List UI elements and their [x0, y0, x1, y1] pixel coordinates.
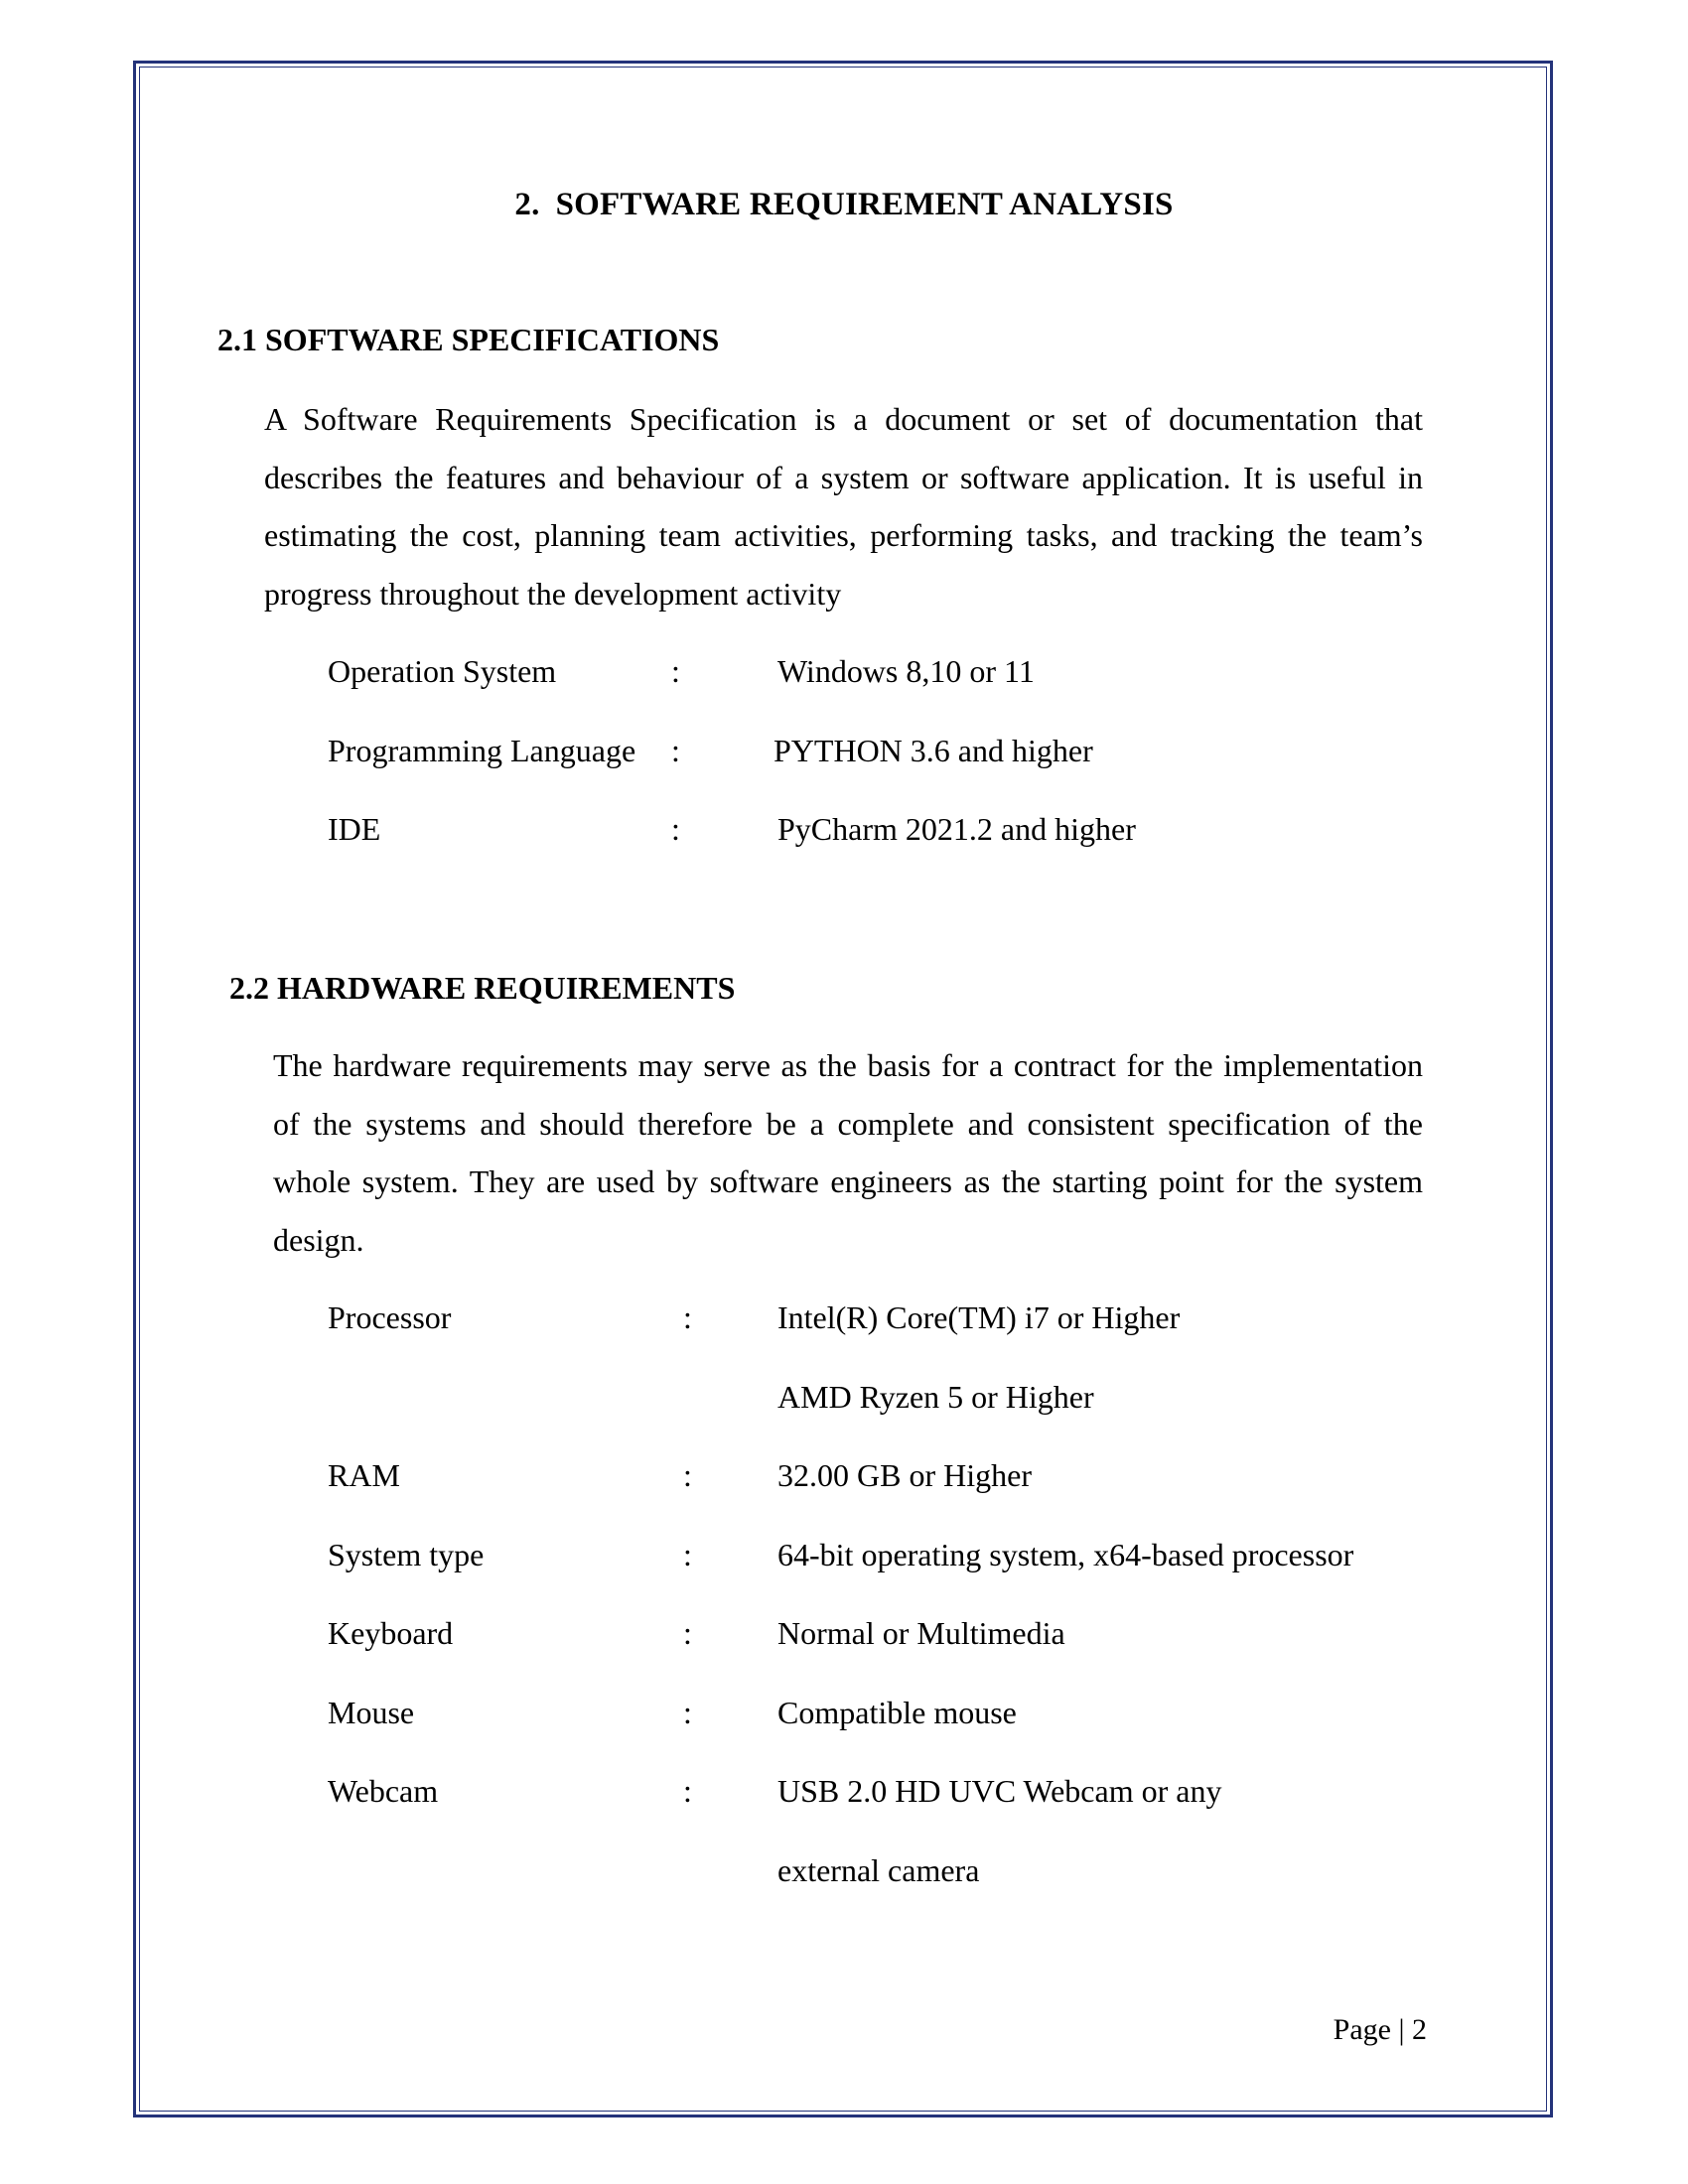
- spec-label: RAM: [328, 1457, 400, 1493]
- spec-value: 64-bit operating system, x64-based processor: [777, 1536, 1354, 1572]
- hardware-section-heading: 2.2 HARDWARE REQUIREMENTS: [229, 970, 736, 1006]
- spec-colon: :: [683, 1773, 692, 1809]
- spec-label: IDE: [328, 811, 381, 847]
- spec-label: Keyboard: [328, 1615, 454, 1651]
- spec-label: Operation System: [328, 653, 557, 689]
- page-number: Page | 2: [1333, 2013, 1427, 2046]
- spec-colon: :: [683, 1694, 692, 1730]
- chapter-title-text: SOFTWARE REQUIREMENT ANALYSIS: [555, 187, 1174, 222]
- spec-value: USB 2.0 HD UVC Webcam or any: [777, 1773, 1222, 1809]
- spec-value: PYTHON 3.6 and higher: [774, 732, 1093, 768]
- chapter-title: [0, 187, 1688, 223]
- spec-label: Webcam: [328, 1773, 439, 1809]
- spec-colon: :: [683, 1536, 692, 1572]
- software-paragraph: A Software Requirements Specification is a document or set of documentation that describes the features and behaviour of a system or software application. It is useful in estimating the cost, planning team activities, performing tasks, and tracking the team’s progress throughout the development activity: [264, 401, 1423, 612]
- spec-value: external camera: [777, 1851, 980, 1888]
- spec-value: Normal or Multimedia: [777, 1615, 1065, 1651]
- chapter-number: 2.: [514, 187, 540, 222]
- spec-colon: :: [671, 732, 680, 768]
- spec-colon: :: [671, 811, 680, 847]
- spec-label: System type: [328, 1536, 485, 1572]
- spec-value: 32.00 GB or Higher: [777, 1457, 1032, 1493]
- spec-colon: :: [683, 1615, 692, 1651]
- software-section-heading: 2.1 SOFTWARE SPECIFICATIONS: [217, 322, 720, 357]
- spec-label: Mouse: [328, 1694, 415, 1730]
- spec-value: AMD Ryzen 5 or Higher: [777, 1378, 1094, 1415]
- spec-label: Programming Language: [328, 732, 636, 768]
- spec-value: Windows 8,10 or 11: [777, 653, 1035, 689]
- spec-value: PyCharm 2021.2 and higher: [777, 811, 1136, 847]
- spec-colon: :: [671, 653, 680, 689]
- spec-label: Processor: [328, 1299, 452, 1335]
- spec-colon: :: [683, 1457, 692, 1493]
- hardware-paragraph: The hardware requirements may serve as the basis for a contract for the implementation of the systems and should therefore be a complete and consistent specification of the whole system. They are used by software engineers as the starting point for the system design.: [273, 1047, 1423, 1258]
- spec-colon: :: [683, 1299, 692, 1335]
- spec-value: Compatible mouse: [777, 1694, 1017, 1730]
- spec-value: Intel(R) Core(TM) i7 or Higher: [777, 1299, 1181, 1335]
